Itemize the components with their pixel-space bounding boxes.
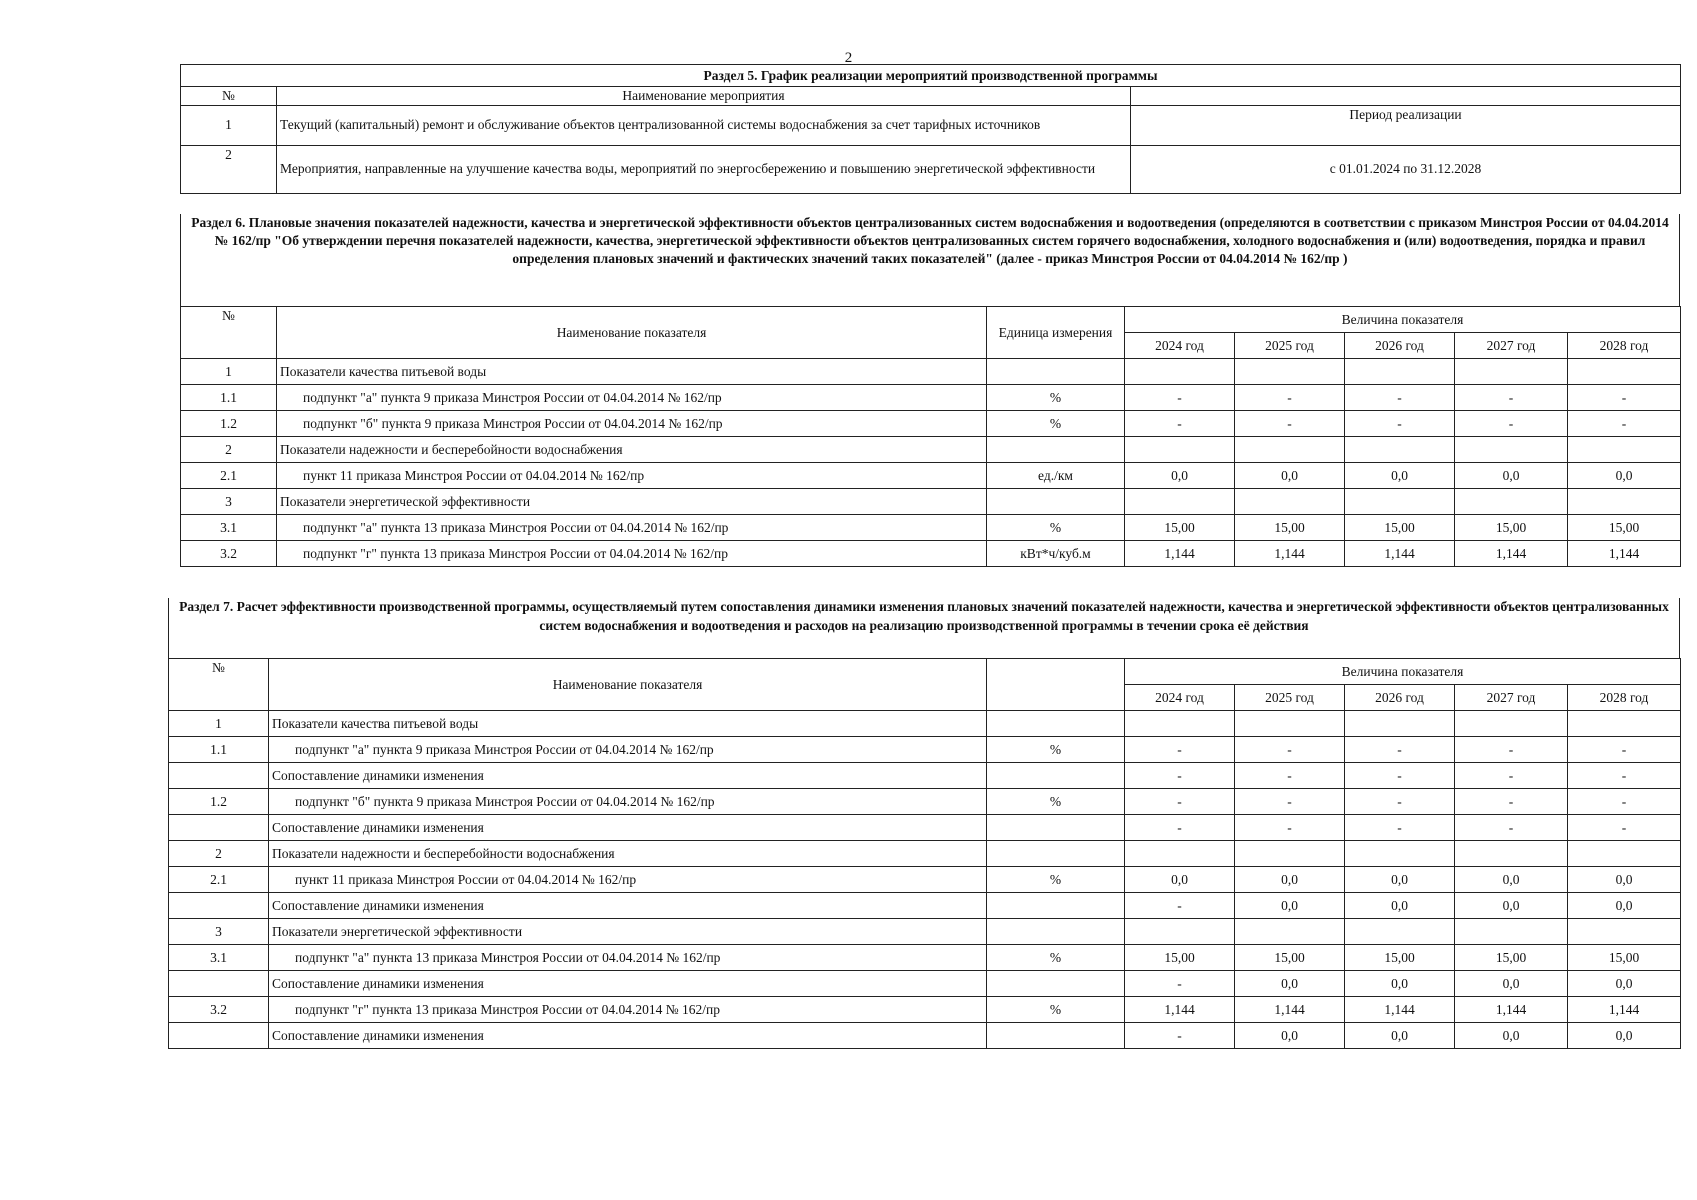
row-name: Сопоставление динамики изменения — [269, 815, 987, 841]
row-value — [1125, 711, 1235, 737]
row-value: - — [1568, 411, 1681, 437]
row-name: Показатели качества питьевой воды — [277, 359, 987, 385]
row-name: подпункт "а" пункта 9 приказа Минстроя России от 04.04.2014 № 162/пр — [269, 737, 987, 763]
row-unit: ед./км — [987, 463, 1125, 489]
section7-year: 2024 год — [1125, 685, 1235, 711]
section5-row-no: 1 — [181, 105, 277, 145]
row-value: - — [1345, 411, 1455, 437]
row-value: 0,0 — [1345, 463, 1455, 489]
row-value — [1235, 919, 1345, 945]
row-number: 2 — [169, 841, 269, 867]
table-row — [169, 997, 1681, 1023]
row-name: подпункт "а" пункта 13 приказа Минстроя России от 04.04.2014 № 162/пр — [277, 515, 987, 541]
row-unit — [987, 971, 1125, 997]
section6-year: 2028 год — [1568, 333, 1681, 359]
row-value — [1345, 919, 1455, 945]
row-value: 1,144 — [1568, 541, 1681, 567]
row-name: подпункт "а" пункта 13 приказа Минстроя России от 04.04.2014 № 162/пр — [269, 945, 987, 971]
row-number: 2.1 — [181, 463, 277, 489]
table-row — [169, 971, 1681, 997]
table-row — [181, 541, 1681, 567]
row-value — [1125, 437, 1235, 463]
row-value: 0,0 — [1125, 463, 1235, 489]
section7-year: 2025 год — [1235, 685, 1345, 711]
row-value: 1,144 — [1235, 541, 1345, 567]
row-number: 3 — [169, 919, 269, 945]
row-unit: % — [987, 945, 1125, 971]
row-value: 0,0 — [1568, 1023, 1681, 1049]
section6-year: 2027 год — [1455, 333, 1568, 359]
row-value: - — [1345, 815, 1455, 841]
table-row — [169, 737, 1681, 763]
row-value: 1,144 — [1345, 997, 1455, 1023]
section6-col-value: Величина показателя — [1125, 307, 1681, 333]
table-row — [181, 463, 1681, 489]
section5-table — [180, 64, 1681, 194]
row-value — [1568, 841, 1681, 867]
row-unit — [987, 437, 1125, 463]
row-number: 1.1 — [169, 737, 269, 763]
row-value: 0,0 — [1235, 867, 1345, 893]
row-value: - — [1125, 385, 1235, 411]
row-value: - — [1125, 815, 1235, 841]
row-value: - — [1345, 789, 1455, 815]
row-value: 0,0 — [1235, 971, 1345, 997]
row-value: 0,0 — [1455, 867, 1568, 893]
table-row — [169, 945, 1681, 971]
row-value: - — [1125, 763, 1235, 789]
section6-year: 2026 год — [1345, 333, 1455, 359]
row-value: 0,0 — [1235, 463, 1345, 489]
table-row — [169, 711, 1681, 737]
row-unit: % — [987, 515, 1125, 541]
row-value: 15,00 — [1568, 945, 1681, 971]
row-value: 0,0 — [1455, 971, 1568, 997]
row-name: пункт 11 приказа Минстроя России от 04.04.2014 № 162/пр — [277, 463, 987, 489]
row-unit: % — [987, 997, 1125, 1023]
row-value: - — [1455, 411, 1568, 437]
section7-title: Раздел 7. Расчет эффективности производственной программы, осуществляемый путем сопоставления динамики изменения плановых значений показателей надежности, качества и энергетической эффективности объектов централизованных систем водоснабжения и водоотведения и расходов на реализацию производственной программы в течении срока её действия — [168, 598, 1680, 658]
table-row — [169, 815, 1681, 841]
row-name: подпункт "г" пункта 13 приказа Минстроя России от 04.04.2014 № 162/пр — [277, 541, 987, 567]
row-value: - — [1235, 411, 1345, 437]
row-value: 0,0 — [1455, 1023, 1568, 1049]
row-value — [1455, 841, 1568, 867]
row-value: - — [1568, 763, 1681, 789]
table-row — [169, 893, 1681, 919]
row-value — [1568, 359, 1681, 385]
row-value: - — [1235, 385, 1345, 411]
row-value: - — [1455, 385, 1568, 411]
table-row — [181, 515, 1681, 541]
section5-period-value: с 01.01.2024 по 31.12.2028 — [1131, 145, 1681, 193]
table-row — [181, 359, 1681, 385]
row-value: 0,0 — [1455, 893, 1568, 919]
section5-row-no: 2 — [181, 145, 277, 193]
row-value — [1345, 437, 1455, 463]
row-value: - — [1125, 893, 1235, 919]
row-value — [1235, 841, 1345, 867]
section7-col-no: № — [169, 659, 269, 711]
row-number: 3.2 — [181, 541, 277, 567]
section7-table — [168, 658, 1681, 1049]
row-name: Показатели надежности и бесперебойности водоснабжения — [269, 841, 987, 867]
row-number — [169, 893, 269, 919]
row-value: - — [1568, 737, 1681, 763]
row-unit — [987, 841, 1125, 867]
row-value: - — [1235, 789, 1345, 815]
section5-row-name: Мероприятия, направленные на улучшение качества воды, мероприятий по энергосбережению и повышению энергетической эффективности — [277, 145, 1131, 193]
row-value: - — [1125, 971, 1235, 997]
table-row — [181, 385, 1681, 411]
table-row — [181, 489, 1681, 515]
row-value: - — [1125, 789, 1235, 815]
row-value — [1235, 437, 1345, 463]
row-unit: кВт*ч/куб.м — [987, 541, 1125, 567]
row-value: 0,0 — [1455, 463, 1568, 489]
row-value: 1,144 — [1568, 997, 1681, 1023]
row-value: 0,0 — [1345, 971, 1455, 997]
section7-col-name: Наименование показателя — [269, 659, 987, 711]
row-number: 3.1 — [181, 515, 277, 541]
row-value: 15,00 — [1125, 515, 1235, 541]
section5-col-period: Период реализации — [1131, 105, 1681, 145]
row-value: 1,144 — [1455, 541, 1568, 567]
row-value: - — [1345, 737, 1455, 763]
row-value: - — [1235, 815, 1345, 841]
row-name: Показатели энергетической эффективности — [269, 919, 987, 945]
row-value: - — [1235, 737, 1345, 763]
row-value: 1,144 — [1345, 541, 1455, 567]
row-value — [1455, 437, 1568, 463]
table-row — [169, 867, 1681, 893]
row-value — [1125, 359, 1235, 385]
row-value: - — [1455, 789, 1568, 815]
row-value: 0,0 — [1568, 893, 1681, 919]
row-value: - — [1345, 763, 1455, 789]
row-name: подпункт "г" пункта 13 приказа Минстроя России от 04.04.2014 № 162/пр — [269, 997, 987, 1023]
row-name: Сопоставление динамики изменения — [269, 971, 987, 997]
row-value — [1455, 359, 1568, 385]
row-value: 0,0 — [1568, 463, 1681, 489]
row-value: 0,0 — [1345, 1023, 1455, 1049]
row-unit — [987, 893, 1125, 919]
row-value — [1345, 489, 1455, 515]
row-value: 15,00 — [1125, 945, 1235, 971]
row-value: 15,00 — [1235, 515, 1345, 541]
row-name: Сопоставление динамики изменения — [269, 763, 987, 789]
row-unit — [987, 919, 1125, 945]
row-name: подпункт "а" пункта 9 приказа Минстроя России от 04.04.2014 № 162/пр — [277, 385, 987, 411]
section5-row-name: Текущий (капитальный) ремонт и обслуживание объектов централизованной системы водоснабжения за счет тарифных источников — [277, 105, 1131, 145]
row-number: 3 — [181, 489, 277, 515]
row-value: - — [1345, 385, 1455, 411]
row-value: - — [1125, 1023, 1235, 1049]
row-name: Показатели энергетической эффективности — [277, 489, 987, 515]
row-name: Сопоставление динамики изменения — [269, 1023, 987, 1049]
row-value — [1345, 841, 1455, 867]
row-number: 2.1 — [169, 867, 269, 893]
section6-col-unit: Единица измерения — [987, 307, 1125, 359]
row-number — [169, 815, 269, 841]
row-value: 0,0 — [1125, 867, 1235, 893]
row-number — [169, 763, 269, 789]
row-value — [1455, 711, 1568, 737]
section7-year: 2028 год — [1568, 685, 1681, 711]
row-value — [1568, 711, 1681, 737]
section7-year: 2027 год — [1455, 685, 1568, 711]
row-value: - — [1125, 737, 1235, 763]
row-value: - — [1455, 815, 1568, 841]
row-number: 1.2 — [169, 789, 269, 815]
row-unit: % — [987, 867, 1125, 893]
row-value — [1235, 359, 1345, 385]
page-number: 2 — [844, 50, 853, 66]
section6-year: 2024 год — [1125, 333, 1235, 359]
row-value — [1568, 919, 1681, 945]
row-value: 15,00 — [1235, 945, 1345, 971]
row-value: 15,00 — [1568, 515, 1681, 541]
row-name: подпункт "б" пункта 9 приказа Минстроя России от 04.04.2014 № 162/пр — [277, 411, 987, 437]
row-unit — [987, 359, 1125, 385]
row-value: - — [1568, 815, 1681, 841]
row-number: 3.2 — [169, 997, 269, 1023]
table-row — [169, 763, 1681, 789]
row-value: 0,0 — [1568, 867, 1681, 893]
row-name: Показатели надежности и бесперебойности водоснабжения — [277, 437, 987, 463]
row-unit — [987, 711, 1125, 737]
row-value — [1455, 919, 1568, 945]
row-value: 1,144 — [1125, 541, 1235, 567]
table-row — [169, 919, 1681, 945]
row-value: 1,144 — [1455, 997, 1568, 1023]
table-row — [181, 411, 1681, 437]
section7-col-value: Величина показателя — [1125, 659, 1681, 685]
row-number: 3.1 — [169, 945, 269, 971]
table-row — [169, 841, 1681, 867]
row-number — [169, 1023, 269, 1049]
row-value: 0,0 — [1235, 893, 1345, 919]
row-unit — [987, 763, 1125, 789]
row-value — [1125, 841, 1235, 867]
row-unit: % — [987, 789, 1125, 815]
row-number: 1.1 — [181, 385, 277, 411]
row-name: пункт 11 приказа Минстроя России от 04.04.2014 № 162/пр — [269, 867, 987, 893]
row-value: - — [1455, 737, 1568, 763]
row-value: 15,00 — [1455, 515, 1568, 541]
row-value: 0,0 — [1568, 971, 1681, 997]
row-value: - — [1125, 411, 1235, 437]
section6-table — [180, 306, 1681, 567]
section5-title: Раздел 5. График реализации мероприятий производственной программы — [181, 65, 1681, 87]
section6-title: Раздел 6. Плановые значения показателей надежности, качества и энергетической эффективности объектов централизованных систем водоснабжения и водоотведения (определяются в соответствии с приказом Минстроя России от 04.04.2014 № 162/пр "Об утверждении перечня показателей надежности, качества, энергетической эффективности объектов централизованных систем горячего водоснабжения, холодного водоснабжения и (или) водоотведения, порядка и правил определения плановых значений и фактических значений таких показателей" (далее - приказ Минстроя России от 04.04.2014 № 162/пр ) — [180, 214, 1680, 306]
row-value — [1125, 919, 1235, 945]
row-number — [169, 971, 269, 997]
row-value: 1,144 — [1125, 997, 1235, 1023]
row-value — [1235, 711, 1345, 737]
row-value — [1125, 489, 1235, 515]
section6-col-name: Наименование показателя — [277, 307, 987, 359]
section5-col-name: Наименование мероприятия — [277, 87, 1131, 106]
row-value: 0,0 — [1235, 1023, 1345, 1049]
table-row — [181, 437, 1681, 463]
row-number: 2 — [181, 437, 277, 463]
row-value — [1345, 711, 1455, 737]
row-value: - — [1455, 763, 1568, 789]
row-value: 1,144 — [1235, 997, 1345, 1023]
section7-year: 2026 год — [1345, 685, 1455, 711]
row-value: 0,0 — [1345, 893, 1455, 919]
row-name: Сопоставление динамики изменения — [269, 893, 987, 919]
row-name: подпункт "б" пункта 9 приказа Минстроя России от 04.04.2014 № 162/пр — [269, 789, 987, 815]
row-number: 1 — [169, 711, 269, 737]
row-unit: % — [987, 737, 1125, 763]
row-unit — [987, 1023, 1125, 1049]
row-number: 1 — [181, 359, 277, 385]
section6-body — [181, 359, 1681, 567]
row-value: 15,00 — [1455, 945, 1568, 971]
row-unit: % — [987, 411, 1125, 437]
row-value: 0,0 — [1345, 867, 1455, 893]
section7-body — [169, 711, 1681, 1049]
section5-col-no: № — [181, 87, 277, 106]
row-value — [1235, 489, 1345, 515]
row-value: - — [1568, 789, 1681, 815]
row-value — [1568, 437, 1681, 463]
row-value — [1455, 489, 1568, 515]
row-unit: % — [987, 385, 1125, 411]
section6-col-no: № — [181, 307, 277, 359]
row-value — [1568, 489, 1681, 515]
section6-year: 2025 год — [1235, 333, 1345, 359]
row-value: 15,00 — [1345, 945, 1455, 971]
row-value: - — [1235, 763, 1345, 789]
row-number: 1.2 — [181, 411, 277, 437]
row-name: Показатели качества питьевой воды — [269, 711, 987, 737]
row-unit — [987, 489, 1125, 515]
row-value: - — [1568, 385, 1681, 411]
row-value: 15,00 — [1345, 515, 1455, 541]
table-row — [169, 789, 1681, 815]
row-unit — [987, 815, 1125, 841]
table-row — [169, 1023, 1681, 1049]
row-value — [1345, 359, 1455, 385]
